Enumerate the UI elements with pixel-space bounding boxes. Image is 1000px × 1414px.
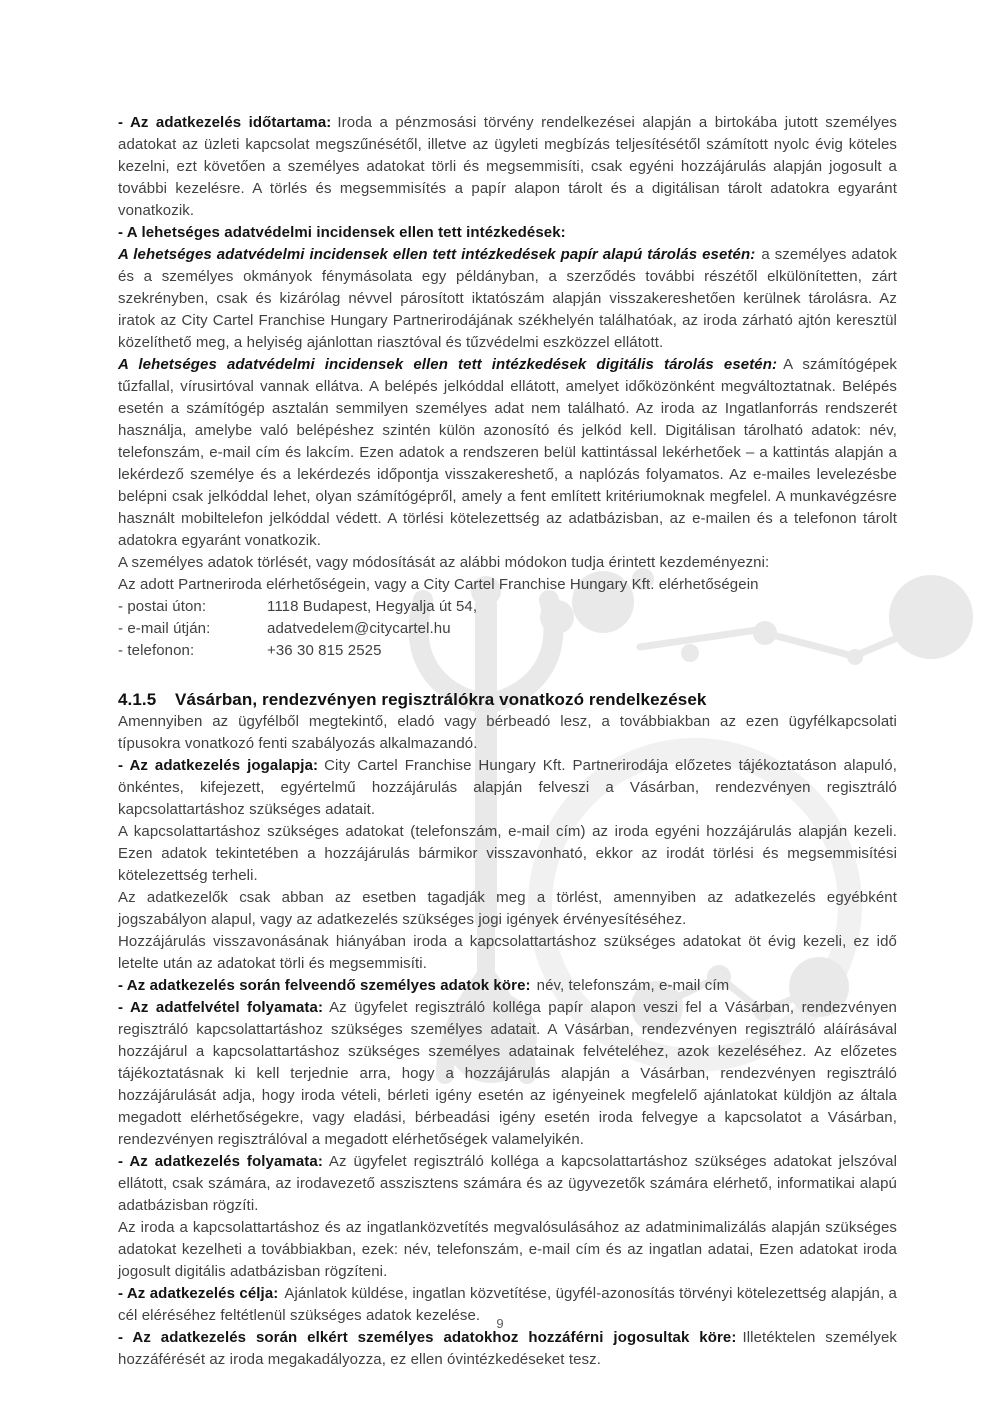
- paragraph-text: A kapcsolattartáshoz szükséges adatokat (telefonszám, e-mail cím) az iroda egyéni hozzájárulás alapján kezeli. Ezen adatok tekintetében a hozzájárulás bármikor visszavonható, ekkor az irodát törlési és megsemmisítési kötelezettség terheli.: [118, 823, 897, 884]
- contact-label: - e-mail útján:: [118, 620, 211, 637]
- paragraph: [118, 755, 897, 821]
- paragraph-text: Iroda a pénzmosási törvény rendelkezései alapján a birtokába jutott személyes adatokat az üzleti kapcsolat megszűnésétől, illetve az ügyleti megbízás teljesítésétől számított nyolc évig köteles kezelni, ezt követően a személyes adatokat törli és megsemmisíti, csak egyéni hozzájárulás alapján jogosult a további kezelésre. A törlés és megsemmisítés a papír alapon tárolt és a digitálisan tárolt adatokra egyaránt vonatkozik.: [118, 114, 897, 219]
- page-number: 9: [496, 1316, 504, 1331]
- paragraph-lead: - Az adatfelvétel folyamata:: [118, 999, 324, 1016]
- paragraph-text: Hozzájárulás visszavonásának hiányában iroda a kapcsolattartáshoz szükséges adatokat öt évig kezeli, ez idő letelte után az adatokat törli és megsemmisíti.: [118, 933, 897, 972]
- paragraph: [118, 354, 897, 552]
- paragraph: [118, 887, 897, 931]
- paragraph: [118, 1327, 897, 1371]
- contact-value: 1118 Budapest, Hegyalja út 54,: [267, 598, 478, 615]
- contact-value-email: adatvedelem@citycartel.hu: [267, 620, 451, 637]
- paragraph: [118, 574, 897, 596]
- paragraph-lead: - Az adatkezelés során elkért személyes adatokhoz hozzáférni jogosultak köre:: [118, 1329, 737, 1346]
- paragraph-lead: - Az adatkezelés folyamata:: [118, 1153, 323, 1170]
- paragraph: [118, 931, 897, 975]
- paragraph-lead: - Az adatkezelés célja:: [118, 1285, 279, 1302]
- paragraph-text: név, telefonszám, e-mail cím: [536, 977, 730, 994]
- paragraph: [118, 112, 897, 222]
- paragraph-text: Az ügyfelet regisztráló kolléga a kapcsolattartáshoz szükséges adatokat jelszóval ellátott, csak számára, az irodavezető asszisztens számára és az ügyvezetők számára elérhető, informatikai alapú adatbázisban rögzíti.: [118, 1153, 898, 1214]
- paragraph-text: A számítógépek tűzfallal, vírusirtóval vannak ellátva. A belépés jelkóddal ellátott, amelyet időközönként megváltoztatnak. Belépés esetén a számítógép asztalán semmilyen személyes adat nem található. Az iroda az Ingatlanforrás rendszerét használja, amelybe való belépéshez szintén külön azonosító és jelkód kell. Digitálisan tárolható adatok: név, telefonszám, e-mail cím és lakcím. Ezen adatok a rendszeren belül kattintással lekérhetőek – a kattintás alapján a lekérdező személye és a lekérdezés időpontja visszakereshető, a naplózás folyamatos. Az e-mailes levelezésbe belépni csak jelkóddal lehet, olyan számítógépről, amely a fent említett kritériumoknak megfelel. A munkavégzésre használt mobiltelefon jelkóddal védett. A törlési kötelezettség az adatbázisban, az e-mailen és a telefonon tárolt adatokra egyaránt vonatkozik.: [118, 356, 897, 549]
- paragraph-lead: - A lehetséges adatvédelmi incidensek ellen tett intézkedések:: [118, 224, 566, 241]
- paragraph: [118, 1151, 897, 1217]
- section-heading: [118, 688, 897, 711]
- section-title: Vásárban, rendezvényen regisztrálókra vonatkozó rendelkezések: [175, 690, 707, 709]
- paragraph-lead: - Az adatkezelés jogalapja:: [118, 757, 319, 774]
- paragraph-text: Illetéktelen személyek hozzáférését az iroda megakadályozza, ez ellen óvintézkedéseket tesz.: [118, 1329, 897, 1368]
- contact-row-email: [118, 618, 897, 640]
- paragraph: [118, 821, 897, 887]
- document-content: [118, 112, 897, 1371]
- paragraph-text: Amennyiben az ügyfélből megtekintő, eladó vagy bérbeadó lesz, a továbbiakban az ezen ügyfélkapcsolati típusokra vonatkozó fenti szabályozás alkalmazandó.: [118, 713, 897, 752]
- contact-label: - postai úton:: [118, 598, 207, 615]
- paragraph-text: Az adatkezelők csak abban az esetben tagadják meg a törlést, amennyiben az adatkezelés egyébként jogszabályon alapul, vagy az adatkezelés szükséges jogi igények érvényesítéséhez.: [118, 889, 897, 928]
- contact-row-phone: [118, 640, 897, 662]
- paragraph: [118, 711, 897, 755]
- section-number: 4.1.5: [118, 690, 157, 709]
- paragraph-lead: - Az adatkezelés időtartama:: [118, 114, 332, 131]
- paragraph: [118, 222, 897, 244]
- paragraph: [118, 1217, 897, 1283]
- paragraph-text: a személyes adatok és a személyes okmányok fénymásolata egy példányban, a szerződés további részétől elkülönítetten, zárt szekrényben, csak és kizárólag névvel párosított iktatószám alapján visszakereshetően kerülnek tárolásra. Az iratok az City Cartel Franchise Hungary Partnerirodájának székhelyén találhatóak, az iroda zárható ajtón keresztül közelíthető meg, a helyiség ajánlottan riasztóval és tűzvédelmi eszközzel ellátott.: [118, 246, 898, 351]
- contact-value-phone: +36 30 815 2525: [267, 642, 382, 659]
- paragraph-text: Az ügyfelet regisztráló kolléga papír alapon veszi fel a Vásárban, rendezvényen regisztráló kapcsolattartáshoz szükséges személyes adatait. A Vásárban, rendezvényen regisztráló aláírásával hozzájárul a kapcsolattartáshoz szükséges személyes adatainak felvételéhez, azok kezeléséhez. Az előzetes tájékoztatásnak ki kell terjednie arra, hogy a hozzájárulás alapján a Vásárban, rendezvényen regisztráló hozzájárulását adja, hogy iroda vételi, bérleti igény esetén az igényeinek megfelelő ajánlatokat küldjön az általa megadott elérhetőségekre, vagy eladási, bérbeadási igény esetén iroda felvegye a kapcsolatot a Vásárban, rendezvényen regisztrálóval a megadott elérhetőségek valamelyikén.: [118, 999, 898, 1148]
- paragraph-text: City Cartel Franchise Hungary Kft. Partnerirodája előzetes tájékoztatáson alapuló, önkéntes, kifejezett, egyértelmű hozzájárulás alapján felveszi a Vásárban, rendezvényen regisztráló kapcsolattartáshoz szükséges adatait.: [118, 757, 897, 818]
- page-footer: [0, 1316, 1000, 1332]
- paragraph: [118, 244, 897, 354]
- paragraph: [118, 552, 897, 574]
- paragraph-text: Az adott Partneriroda elérhetőségein, vagy a City Cartel Franchise Hungary Kft. elérhetőségein: [118, 576, 759, 593]
- paragraph-text: Ajánlatok küldése, ingatlan közvetítése, ügyfél-azonosítás törvényi kötelezettség alapján, a cél eléréséhez feltétlenül szükséges adatok kezelése.: [118, 1285, 897, 1324]
- paragraph-lead: A lehetséges adatvédelmi incidensek ellen tett intézkedések digitális tárolás esetén:: [118, 356, 778, 373]
- paragraph-text: A személyes adatok törlését, vagy módosítását az alábbi módokon tudja érintett kezdeményezni:: [118, 554, 770, 571]
- paragraph: [118, 975, 897, 997]
- paragraph-lead: - Az adatkezelés során felveendő személyes adatok köre:: [118, 977, 531, 994]
- contact-row-postal: [118, 596, 897, 618]
- paragraph-lead: A lehetséges adatvédelmi incidensek ellen tett intézkedések papír alapú tárolás esetén:: [118, 246, 756, 263]
- paragraph: [118, 997, 897, 1151]
- contact-label: - telefonon:: [118, 642, 195, 659]
- paragraph-text: Az iroda a kapcsolattartáshoz és az ingatlanközvetítés megvalósulásához az adatminimalizálás alapján szükséges adatokat kezelheti a továbbiakban, ezek: név, telefonszám, e-mail cím és az ingatlan adatai, Ezen adatokat iroda jogosult digitális adatbázisban rögzíteni.: [118, 1219, 897, 1280]
